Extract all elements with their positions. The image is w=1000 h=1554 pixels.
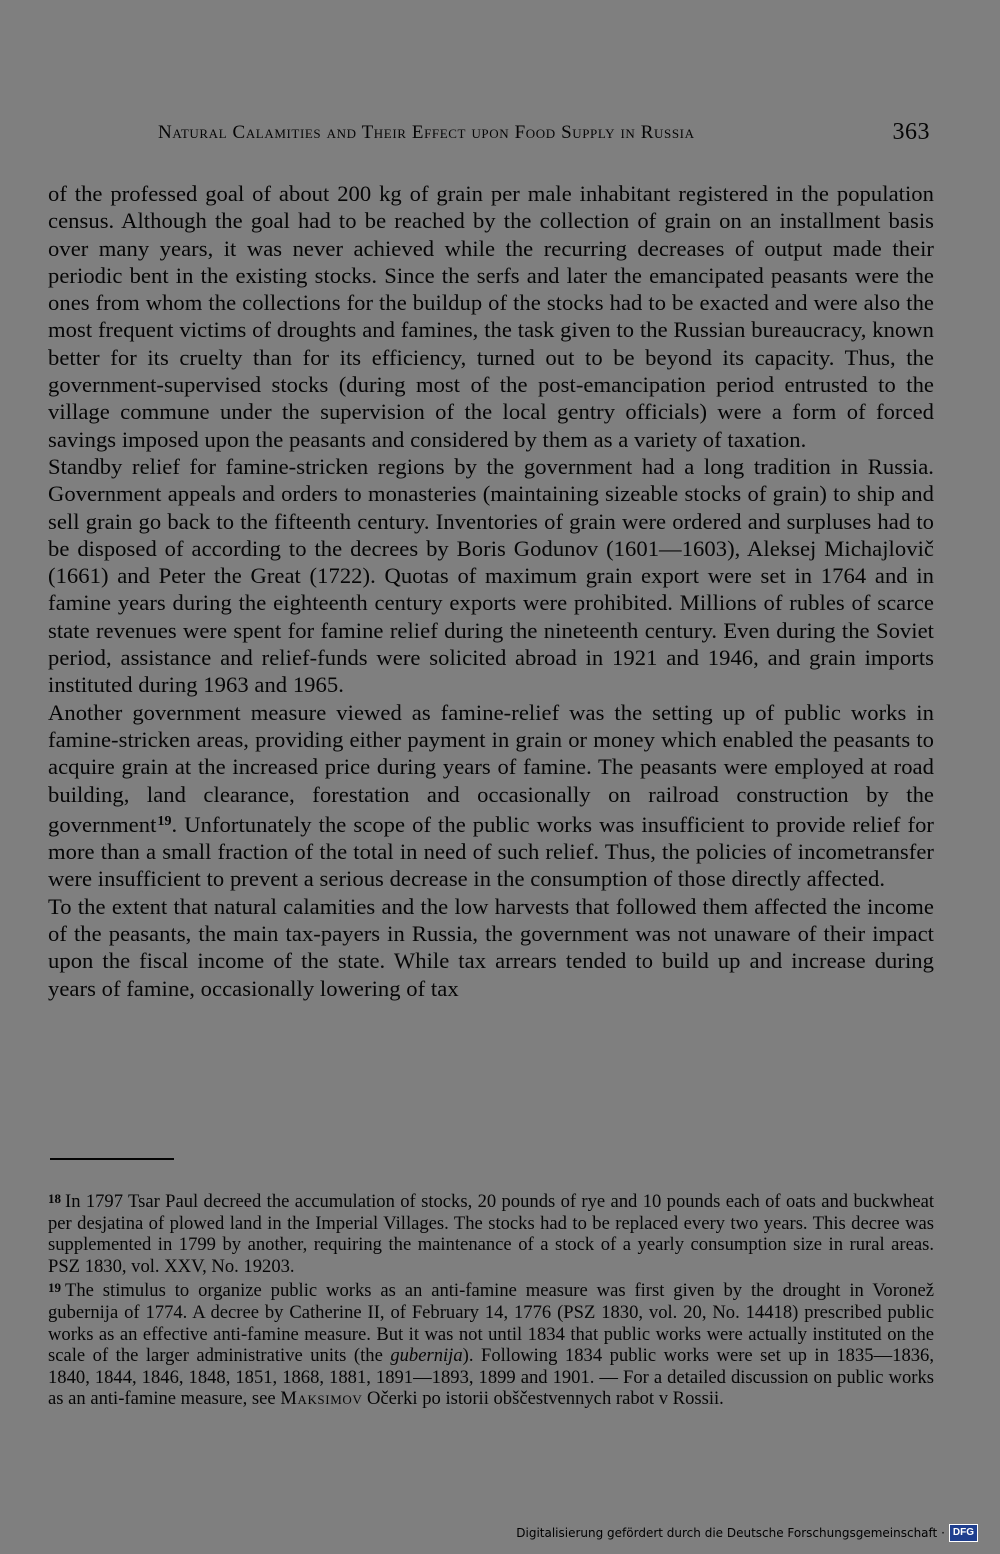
footnote-separator (50, 1158, 174, 1160)
paragraph (48, 699, 934, 893)
footer-text: Digitalisierung gefördert durch die Deutsche Forschungsgemeinschaft · (516, 1526, 945, 1540)
running-header (158, 119, 934, 156)
footnote (48, 1277, 934, 1410)
body-text (48, 180, 934, 1002)
footnote-reference: 19 (157, 813, 172, 829)
footnote-text: Očerki po istorii obščestvennych rabot v Rossii. (362, 1388, 724, 1410)
paragraph: Standby relief for famine-stricken regions by the government had a long tradition in Russia. Government appeals and orders to monasteries (maintaining sizeable stocks of grain) to ship and sell grain go back to the fifteenth century. Inventories of grain were ordered and surpluses had to be disposed of according to the decrees by Boris Godunov (1601—1603), Aleksej Michajlovič (1661) and Peter the Great (1722). Quotas of maximum grain export were set in 1764 and in famine years during the eighteenth century exports were prohibited. Millions of rubles of scarce state revenues were spent for famine relief during the nineteenth century. Even during the Soviet period, assistance and relief-funds were solicited abroad in 1921 and 1946, and grain imports instituted during 1963 and 1965. (48, 453, 934, 698)
page-number: 363 (892, 119, 930, 145)
paragraph: of the professed goal of about 200 kg of grain per male inhabitant registered in the population census. Although the goal had to be reached by the collection of grain on an installment basis over many years, it was never achieved while the recurring decreases of output made their periodic bent in the existing stocks. Since the serfs and later the emancipated peasants were the ones from whom the collections for the buildup of the stocks had to be exacted and were also the most frequent victims of droughts and famines, the task given to the Russian bureaucracy, known better for its cruelty than for its efficiency, turned out to be beyond its capacity. Thus, the government-supervised stocks (during most of the post-emancipation period entrusted to the village commune under the supervision of the local gentry officials) were a form of forced savings imposed upon the peasants and considered by them as a variety of taxation. (48, 181, 934, 452)
footnote-text: ). Following 1834 public works were set up in 1835—1836, 1840, 1844, 1846, 1848, 1851, 1868, 1881, 1891—1893, 1899 and 1901. — For a detailed discussion on public works as an anti-famine measure, see (48, 1345, 935, 1410)
footnote-text: In 1797 Tsar Paul decreed the accumulation of stocks, 20 pounds of rye and 10 pounds each of oats and buckwheat per desjatina of plowed land in the Imperial Villages. The stocks had to be replaced every two years. This decree was supplemented in 1799 by another, requiring the maintenance of a stock of a yearly consumption size in rural areas. PSZ 1830, vol. XXV, No. 19203. (48, 1191, 934, 1277)
digitization-footer (516, 1522, 978, 1544)
footnote (48, 1188, 934, 1277)
footnotes (48, 1188, 934, 1410)
footnote-italic-term: gubernija (390, 1345, 463, 1367)
footnote-number: 19 (48, 1280, 61, 1296)
paragraph: To the extent that natural calamities and the low harvests that followed them affected the income of the peasants, the main tax-payers in Russia, the government was not unaware of their impact upon the fiscal income of the state. While tax arrears tended to build up and increase during years of famine, occasionally lowering of tax (48, 893, 934, 1001)
paragraph-text: . Unfortunately the scope of the public works was insufficient to provide relief for more than a small fraction of the total in need of such relief. Thus, the policies of incometransfer were insufficient to prevent a serious decrease in the consumption of those directly affected. (48, 811, 934, 892)
author-name: Maksimov (280, 1388, 363, 1410)
running-title: Natural Calamities and Their Effect upon Food Supply in Russia (158, 122, 695, 143)
dfg-logo: DFG (949, 1524, 978, 1542)
footnote-text: The stimulus to organize public works as an anti-famine measure was first given by the drought in Voronež gubernija of 1774. A decree by Catherine II, of February 14, 1776 (PSZ 1830, vol. 20, No. 14418) prescribed public works as an effective anti-famine measure. But it was not until 1834 that public works were actually instituted on the scale of the larger administrative units (the (48, 1280, 934, 1367)
paragraph-text: Another government measure viewed as famine-relief was the setting up of public works in famine-stricken areas, providing either payment in grain or money which enabled the peasants to acquire grain at the increased price during years of famine. The peasants were employed at road building, land clearance, forestation and occasionally on railroad construction by the government (48, 699, 934, 837)
footnote-number: 18 (48, 1191, 61, 1206)
